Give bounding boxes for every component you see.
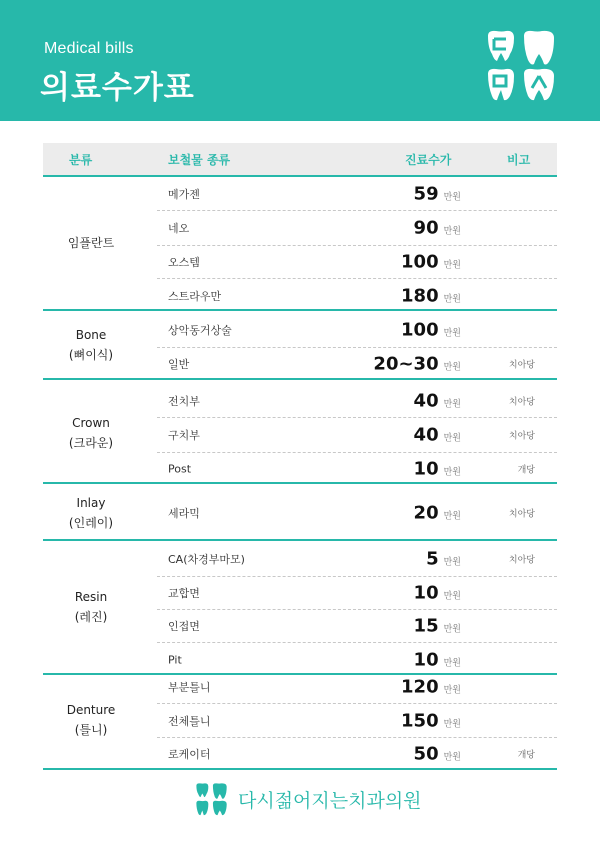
tooth-logo-icon	[484, 28, 560, 102]
table-group	[43, 486, 557, 541]
category-label-line: Denture	[66, 702, 116, 717]
price-value: 180	[401, 285, 439, 306]
price-value: 20~30	[373, 353, 439, 374]
group-rows	[157, 384, 557, 482]
table-row	[157, 211, 557, 246]
category-label-line: (뼈이식)	[68, 348, 114, 362]
item-name: Post	[168, 462, 192, 475]
table-row	[157, 486, 557, 539]
table-row	[157, 671, 557, 704]
item-price	[414, 502, 461, 523]
table-row	[157, 384, 557, 418]
price-value: 10	[413, 458, 439, 479]
item-price	[414, 390, 461, 411]
table-row	[157, 738, 557, 770]
table-group	[43, 671, 557, 770]
price-value: 100	[401, 319, 439, 340]
price-unit: 만원	[443, 362, 461, 372]
item-price	[414, 583, 461, 604]
item-price	[414, 649, 461, 670]
group-rows	[157, 177, 557, 309]
item-name: 메가젠	[168, 187, 200, 201]
table-row	[157, 541, 557, 577]
group-rows	[157, 541, 557, 673]
category-label-line: (틀니)	[74, 722, 108, 737]
item-note: 치아당	[508, 397, 535, 407]
column-header-price: 진료수가	[405, 153, 452, 167]
price-unit: 만원	[443, 433, 461, 444]
price-unit: 만원	[443, 294, 461, 304]
item-price	[426, 548, 461, 569]
item-name: 전치부	[168, 394, 200, 408]
price-unit: 만원	[443, 328, 461, 338]
price-unit: 만원	[443, 511, 461, 521]
item-name: 인접면	[168, 620, 200, 633]
table-row	[157, 418, 557, 453]
item-price	[414, 744, 461, 765]
price-value: 50	[413, 743, 439, 765]
price-unit: 만원	[443, 624, 461, 635]
item-name: 부분틀니	[168, 681, 211, 694]
item-price	[414, 183, 461, 204]
table-group	[43, 541, 557, 675]
table-row	[157, 246, 557, 279]
item-name: 구치부	[168, 429, 200, 442]
price-unit: 만원	[443, 226, 461, 237]
group-rows	[157, 312, 557, 378]
item-name: 네오	[168, 222, 190, 235]
category-label-line: Inlay	[76, 495, 106, 510]
price-value: 150	[401, 710, 439, 731]
price-unit: 만원	[443, 685, 461, 696]
item-price	[414, 425, 461, 446]
price-unit: 만원	[443, 192, 461, 202]
price-value: 100	[401, 251, 439, 273]
column-header-category: 분류	[69, 153, 93, 167]
column-header-type: 보철물 종류	[168, 153, 231, 167]
item-price	[414, 616, 461, 637]
column-header-note: 비고	[507, 153, 531, 167]
item-note: 개당	[517, 465, 535, 475]
table-row	[157, 177, 557, 211]
category-label-line: Crown	[72, 416, 110, 430]
item-price	[373, 353, 461, 374]
price-value: 20	[413, 502, 439, 523]
page-title: 의료수가표	[40, 70, 195, 106]
price-value: 40	[413, 390, 439, 411]
item-name: 스트라우만	[168, 289, 222, 303]
item-name: 상악동거상술	[168, 323, 232, 337]
item-note: 치아당	[508, 555, 535, 565]
price-value: 40	[413, 424, 439, 446]
category-label	[43, 413, 139, 453]
table-row	[157, 348, 557, 379]
category-label-line: Resin	[74, 590, 108, 604]
price-unit: 만원	[443, 467, 461, 477]
item-name: 교합면	[168, 587, 200, 600]
category-label-line: (인레이)	[68, 515, 114, 530]
item-price	[401, 677, 461, 698]
table-row	[157, 279, 557, 312]
price-value: 90	[413, 217, 439, 239]
category-label	[43, 700, 139, 740]
category-label	[43, 233, 139, 253]
category-label	[43, 587, 139, 627]
clinic-name: 다시젊어지는치과의원	[238, 790, 422, 812]
price-value: 15	[413, 615, 439, 637]
category-label-line: (레진)	[74, 610, 108, 624]
table-header	[43, 143, 557, 177]
item-name: 일반	[168, 357, 190, 371]
item-note: 치아당	[508, 360, 535, 370]
category-label-line: (크라운)	[68, 436, 114, 450]
group-rows	[157, 486, 557, 539]
item-name: CA(차경부마모)	[168, 552, 245, 566]
price-unit: 만원	[443, 399, 461, 409]
table-row	[157, 704, 557, 738]
table-group	[43, 384, 557, 484]
item-note: 치아당	[508, 509, 535, 519]
header-subtitle: Medical bills	[44, 40, 134, 57]
item-name: 세라믹	[168, 506, 200, 520]
item-name: 전체틀니	[168, 714, 211, 728]
price-unit: 만원	[443, 557, 461, 567]
price-unit: 만원	[443, 752, 461, 763]
price-unit: 만원	[443, 719, 461, 729]
item-price	[401, 710, 461, 731]
price-unit: 만원	[443, 591, 461, 602]
price-unit: 만원	[443, 658, 461, 668]
table-row	[157, 453, 557, 484]
item-price	[401, 319, 461, 340]
category-label-line: 임플란트	[67, 236, 115, 250]
item-note: 치아당	[508, 431, 535, 442]
price-value: 10	[413, 582, 439, 604]
table-row	[157, 577, 557, 610]
item-price	[414, 458, 461, 479]
price-unit: 만원	[443, 260, 461, 271]
table-row	[157, 610, 557, 643]
category-label	[43, 325, 139, 365]
item-price	[414, 218, 461, 239]
item-price	[401, 252, 461, 273]
group-rows	[157, 671, 557, 768]
price-value: 120	[401, 676, 439, 698]
table-row	[157, 312, 557, 348]
price-value: 10	[413, 649, 439, 670]
item-name: 로케이터	[168, 748, 211, 761]
item-name: 오스템	[168, 256, 200, 269]
category-label-line: Bone	[75, 328, 107, 342]
item-price	[401, 285, 461, 306]
price-value: 59	[413, 183, 439, 204]
item-note: 개당	[517, 750, 535, 761]
table-group	[43, 177, 557, 311]
item-name: Pit	[168, 653, 182, 666]
table-group	[43, 312, 557, 380]
price-value: 5	[426, 548, 439, 569]
tooth-logo-icon	[194, 782, 230, 816]
category-label	[43, 493, 139, 533]
